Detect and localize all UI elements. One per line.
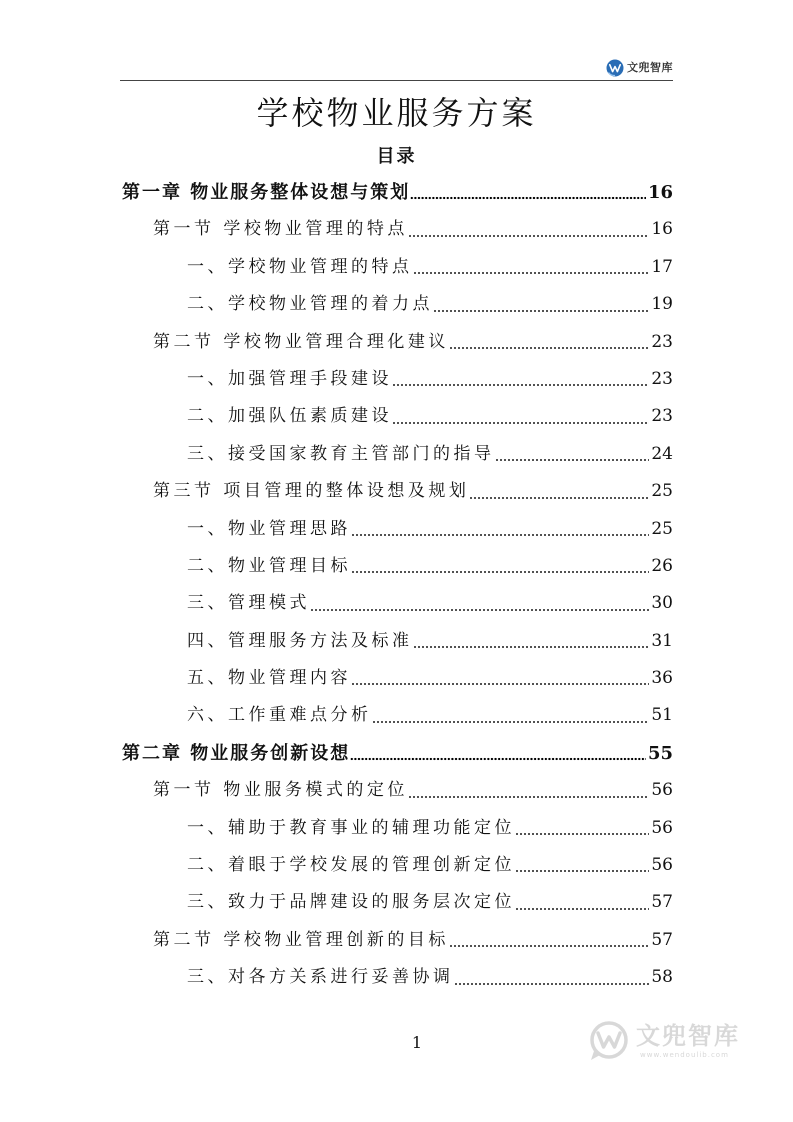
header-logo-text: 文兜智库 [627, 61, 673, 74]
toc-entry-label: 三、致力于品牌建设的服务层次定位 [187, 892, 515, 913]
toc-dot-leader [449, 324, 649, 361]
toc-dot-leader [410, 174, 646, 211]
watermark-logo-icon [588, 1020, 630, 1062]
toc-entry-page: 23 [651, 368, 673, 389]
toc-entry-page: 25 [651, 481, 673, 502]
toc-entry-label: 第一章 物业服务整体设想与策划 [122, 182, 411, 203]
toc-entry-label: 第一节 学校物业管理的特点 [153, 219, 408, 240]
toc-entry-label: 一、加强管理手段建设 [187, 368, 392, 389]
toc-entry-label: 一、辅助于教育事业的辅理功能定位 [187, 817, 515, 838]
toc-entry-subsection[interactable] [122, 585, 673, 622]
toc-entry-label: 第二节 学校物业管理创新的目标 [153, 929, 449, 950]
document-title: 学校物业服务方案 [256, 94, 537, 132]
toc-entry-page: 17 [651, 256, 673, 277]
toc-entry-subsection[interactable] [122, 660, 673, 697]
toc-entry-label: 四、管理服务方法及标准 [187, 630, 413, 651]
toc-entry-page: 51 [651, 705, 673, 726]
toc-entry-page: 56 [651, 855, 673, 876]
toc-dot-leader [515, 847, 649, 884]
toc-entry-page: 19 [651, 294, 673, 315]
toc-dot-leader [433, 286, 649, 323]
toc-entry-label: 三、管理模式 [187, 593, 310, 614]
toc-heading: 目录 [376, 146, 417, 167]
watermark-brand: 文兜智库 [636, 1022, 740, 1050]
toc-entry-page: 30 [651, 593, 673, 614]
toc-dot-leader [310, 585, 649, 622]
toc-entry-page: 16 [647, 182, 673, 203]
toc-entry-page: 23 [651, 406, 673, 427]
toc-entry-page: 16 [651, 219, 673, 240]
toc-dot-leader [408, 772, 649, 809]
header-logo [606, 59, 673, 77]
toc-entry-chapter[interactable] [122, 735, 673, 772]
toc-entry-subsection[interactable] [122, 847, 673, 884]
toc-entry-subsection[interactable] [122, 959, 673, 996]
toc-entry-label: 五、物业管理内容 [187, 668, 351, 689]
toc-dot-leader [408, 211, 649, 248]
watermark-text [636, 1022, 740, 1060]
header-rule [120, 80, 673, 81]
toc-dot-leader [469, 473, 649, 510]
toc-entry-subsection[interactable] [122, 810, 673, 847]
toc-entry-section[interactable] [122, 922, 673, 959]
toc-entry-label: 三、对各方关系进行妥善协调 [187, 967, 454, 988]
toc-dot-leader [495, 436, 650, 473]
toc-dot-leader [515, 810, 649, 847]
toc-entry-section[interactable] [122, 324, 673, 361]
toc-entry-label: 一、物业管理思路 [187, 518, 351, 539]
toc-entry-subsection[interactable] [122, 623, 673, 660]
toc-entry-section[interactable] [122, 473, 673, 510]
toc-entry-label: 第二节 学校物业管理合理化建议 [153, 331, 449, 352]
watermark [588, 1020, 740, 1062]
toc-dot-leader [454, 959, 650, 996]
wendou-logo-icon [606, 59, 624, 77]
toc-entry-section[interactable] [122, 772, 673, 809]
toc-entry-page: 23 [651, 331, 673, 352]
toc-entry-label: 第一节 物业服务模式的定位 [153, 780, 408, 801]
toc-entry-page: 55 [647, 742, 673, 764]
toc-dot-leader [372, 697, 650, 734]
toc-dot-leader [515, 884, 649, 921]
toc-entry-subsection[interactable] [122, 884, 673, 921]
watermark-url: www.wendoulib.com [640, 1051, 729, 1059]
toc-entry-page: 58 [651, 967, 673, 988]
toc-entry-page: 57 [651, 892, 673, 913]
toc-entry-page: 57 [651, 929, 673, 950]
toc-entry-label: 二、加强队伍素质建设 [187, 406, 392, 427]
toc-entry-label: 三、接受国家教育主管部门的指导 [187, 443, 495, 464]
toc-dot-leader [449, 922, 649, 959]
toc-entry-page: 36 [651, 668, 673, 689]
toc-dot-leader [392, 361, 649, 398]
toc-entry-page: 31 [651, 630, 673, 651]
toc-entry-section[interactable] [122, 211, 673, 248]
toc-entry-subsection[interactable] [122, 511, 673, 548]
toc-entry-label: 一、学校物业管理的特点 [187, 256, 413, 277]
toc-entry-subsection[interactable] [122, 697, 673, 734]
toc-dot-leader [351, 511, 649, 548]
toc-entry-page: 24 [651, 443, 673, 464]
toc-dot-leader [351, 548, 649, 585]
toc-entry-subsection[interactable] [122, 436, 673, 473]
toc-entry-page: 56 [651, 817, 673, 838]
toc-dot-leader [392, 398, 649, 435]
toc-entry-label: 第二章 物业服务创新设想 [122, 742, 351, 764]
toc-entry-subsection[interactable] [122, 286, 673, 323]
toc-entry-label: 二、学校物业管理的着力点 [187, 294, 433, 315]
toc-entry-subsection[interactable] [122, 548, 673, 585]
toc-entry-label: 二、着眼于学校发展的管理创新定位 [187, 855, 515, 876]
table-of-contents [122, 174, 673, 997]
toc-entry-page: 26 [651, 555, 673, 576]
toc-dot-leader [351, 660, 649, 697]
toc-entry-page: 56 [651, 780, 673, 801]
toc-entry-label: 二、物业管理目标 [187, 555, 351, 576]
toc-entry-subsection[interactable] [122, 249, 673, 286]
toc-dot-leader [413, 623, 650, 660]
toc-entry-chapter[interactable] [122, 174, 673, 211]
toc-entry-subsection[interactable] [122, 398, 673, 435]
toc-entry-page: 25 [651, 518, 673, 539]
toc-dot-leader [413, 249, 650, 286]
page-number: 1 [411, 1033, 423, 1052]
toc-dot-leader [350, 735, 646, 772]
toc-entry-subsection[interactable] [122, 361, 673, 398]
toc-entry-label: 六、工作重难点分析 [187, 705, 372, 726]
toc-entry-label: 第三节 项目管理的整体设想及规划 [153, 481, 470, 502]
